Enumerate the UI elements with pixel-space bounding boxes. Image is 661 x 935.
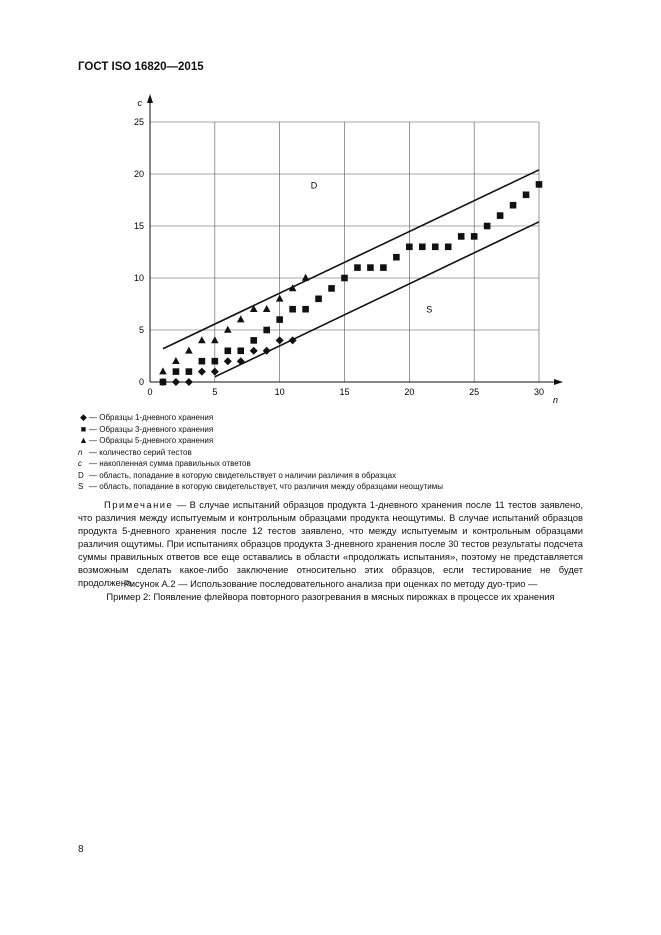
diamond-icon: ◆ <box>80 412 87 422</box>
figure-caption <box>78 578 583 603</box>
legend-square-text: — Образцы 3-дневного хранения <box>89 424 214 434</box>
diamond-point <box>250 347 258 355</box>
legend-diamond-text: — Образцы 1-дневного хранения <box>89 413 214 422</box>
x-tick-label: 15 <box>339 387 350 397</box>
x-tick-label: 30 <box>533 387 545 397</box>
triangle-point <box>224 326 232 333</box>
sequential-analysis-chart <box>0 0 661 410</box>
square-point <box>393 254 400 261</box>
square-icon: ■ <box>80 423 87 434</box>
legend-n-key: n <box>78 447 83 457</box>
x-tick-label: 0 <box>147 387 153 397</box>
square-point <box>199 358 206 365</box>
legend-s-key: S <box>78 482 84 491</box>
square-point <box>510 202 517 209</box>
page-number: 8 <box>78 844 84 855</box>
triangle-point <box>185 347 193 354</box>
x-axis-arrow-icon <box>554 379 563 385</box>
square-point <box>419 244 426 251</box>
note-text: — В случае испытаний образцов продукта 1-дневного хранения после 11 тестов заявлено, что различия между испытуемым и контрольным образцами продукта неощутимы. В случае испытаний образцов продукта 5-дневного хранения после 12 тестов заявлено, что между испытуемым и контрольным образцами различия ощутимы. При испытаниях образцов продукта 3-дневного хранения после 30 тестов результаты подсчета суммы правильных ответов все еще оставались в области «продолжать испытания», поэтому не представляется возможным сделать какое-либо заключение относительно этих образцов, если тестирование не будет продолжено. <box>78 499 583 588</box>
square-point <box>458 233 465 240</box>
legend-c-key: c <box>78 459 82 468</box>
chart-ticks <box>134 117 544 397</box>
triangle-icon: ▲ <box>79 435 88 445</box>
triangle-point <box>276 295 284 302</box>
caption-line-1: Рисунок А.2 — Использование последовательного анализа при оценках по методу дуо-трио — <box>123 578 538 589</box>
square-point <box>484 223 491 230</box>
square-point <box>536 181 543 188</box>
square-point <box>497 212 504 219</box>
diamond-point <box>211 368 219 376</box>
y-tick-label: 15 <box>133 221 144 231</box>
square-point <box>186 368 193 375</box>
square-point <box>471 233 478 240</box>
boundary-line-upper <box>163 170 539 349</box>
legend-d-text: — область, попадание в которую свидетельствует о наличии различия в образцах <box>89 470 397 480</box>
x-axis-label: n <box>553 395 559 405</box>
legend-item-s <box>78 481 443 493</box>
square-point <box>523 192 530 199</box>
x-tick-label: 20 <box>404 387 415 397</box>
triangle-point <box>237 315 245 322</box>
y-tick-label: 25 <box>133 117 144 127</box>
boundary-lines <box>163 170 539 377</box>
x-tick-label: 10 <box>274 387 285 397</box>
square-point <box>380 264 387 271</box>
y-tick-label: 0 <box>138 377 144 387</box>
triangle-point <box>159 367 167 374</box>
square-point <box>212 358 219 365</box>
legend-n-text: — количество серий тестов <box>89 447 192 457</box>
chart-legend <box>78 412 443 493</box>
chart-grid <box>150 122 539 382</box>
y-tick-label: 5 <box>138 325 144 335</box>
legend-item-n <box>78 447 443 459</box>
square-point <box>276 316 283 323</box>
diamond-point <box>198 368 206 376</box>
square-point <box>354 264 361 271</box>
square-point <box>289 306 296 313</box>
square-point <box>341 275 348 282</box>
region-label-d: D <box>310 180 318 191</box>
y-axis-label: c <box>137 98 142 108</box>
square-point <box>432 244 439 251</box>
figure-note <box>78 498 583 589</box>
square-point <box>445 244 452 251</box>
square-point <box>237 348 244 355</box>
legend-triangle-text: — Образцы 5-дневного хранения <box>89 436 214 445</box>
note-label: Примечание <box>104 499 174 510</box>
document-header: ГОСТ ISO 16820—2015 <box>78 61 204 73</box>
square-point <box>250 337 257 344</box>
diamond-point <box>172 378 180 386</box>
square-point <box>263 327 270 334</box>
diamond-point <box>224 357 232 365</box>
boundary-line-lower <box>215 222 539 377</box>
region-label-s: S <box>426 304 433 315</box>
legend-s-text: — область, попадание в которую свидетельствует, что различия между образцами неощутимы <box>89 482 444 491</box>
y-tick-label: 20 <box>133 169 144 179</box>
square-point <box>302 306 309 313</box>
y-axis-arrow-icon <box>147 94 153 103</box>
square-point <box>315 296 322 303</box>
legend-item-d <box>78 470 443 482</box>
legend-item-triangle <box>78 435 443 447</box>
legend-d-key: D <box>78 470 84 480</box>
x-tick-label: 25 <box>469 387 480 397</box>
square-point <box>406 244 413 251</box>
diamond-point <box>276 336 284 344</box>
square-point <box>328 285 335 292</box>
triangle-point <box>172 357 180 364</box>
square-point <box>160 379 167 386</box>
y-tick-label: 10 <box>133 273 144 283</box>
triangle-point <box>263 305 271 312</box>
x-tick-label: 5 <box>212 387 218 397</box>
legend-item-c <box>78 458 443 470</box>
square-point <box>367 264 374 271</box>
triangle-point <box>211 336 219 343</box>
triangle-point <box>302 274 310 281</box>
square-point <box>173 368 180 375</box>
legend-item-diamond <box>78 412 443 424</box>
caption-line-2: Пример 2: Появление флейвора повторного разогревания в мясных пирожках в процессе их хранения <box>106 590 555 602</box>
data-points <box>159 181 542 386</box>
legend-item-square <box>78 424 443 436</box>
triangle-point <box>198 336 206 343</box>
square-point <box>225 348 232 355</box>
diamond-point <box>237 357 245 365</box>
legend-c-text: — накопленная сумма правильных ответов <box>89 459 251 468</box>
diamond-point <box>185 378 193 386</box>
